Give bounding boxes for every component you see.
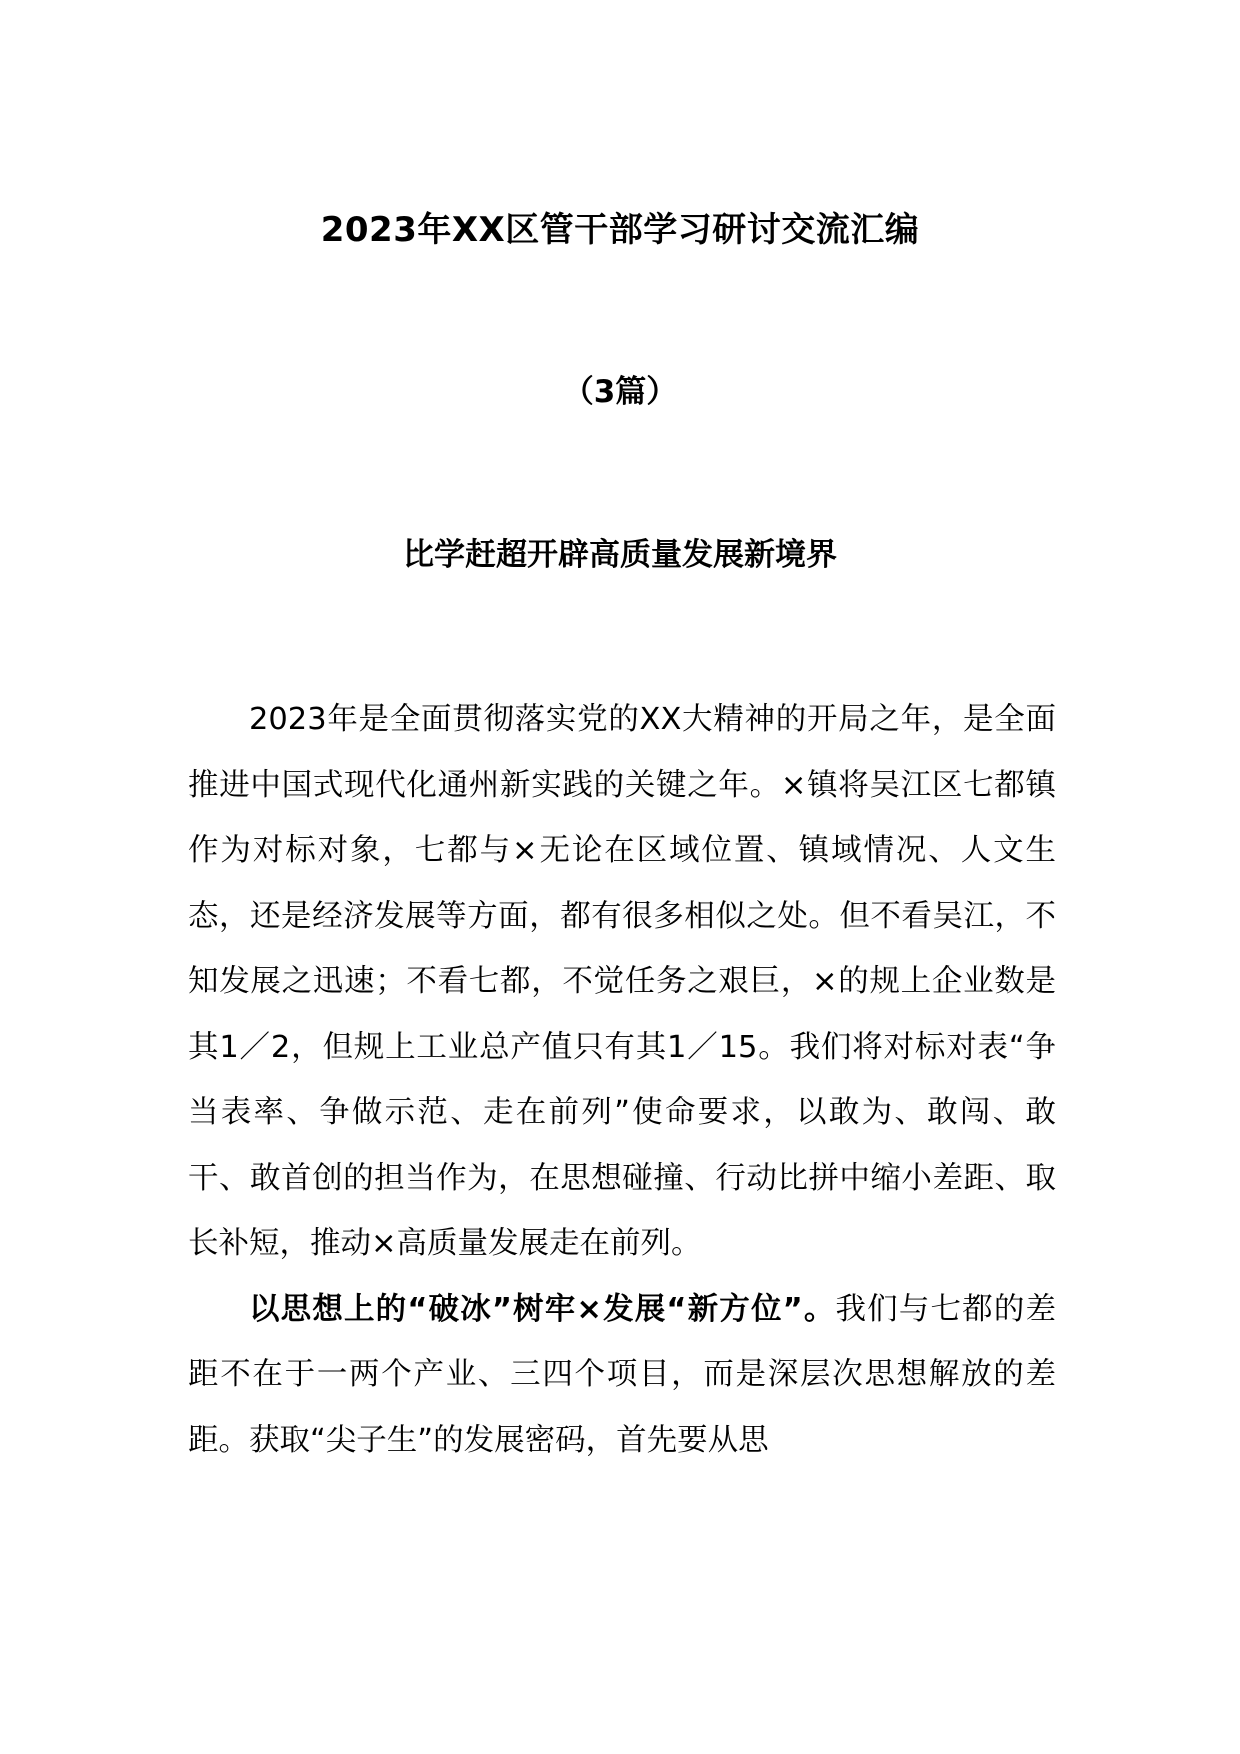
article-body	[188, 687, 1056, 1473]
paragraph-2	[188, 1277, 1056, 1474]
article-title: 比学赶超开辟高质量发展新境界	[403, 537, 837, 573]
paragraph-1-text: 2023年是全面贯彻落实党的XX大精神的开局之年，是全面推进中国式现代化通州新实践的关键之年。×镇将吴江区七都镇作为对标对象，七都与×无论在区域位置、镇域情况、人文生态，还是经济发展等方面，都有很多相似之处。但不看吴江，不知发展之迅速；不看七都，不觉任务之艰巨，×的规上企业数是其1／2，但规上工业总产值只有其1／15。我们将对标对表“争当表率、争做示范、走在前列”使命要求，以敢为、敢闯、敢干、敢首创的担当作为，在思想碰撞、行动比拼中缩小差距、取长补短，推动×高质量发展走在前列。	[188, 702, 1056, 1261]
document-title: 2023年XX区管干部学习研讨交流汇编	[320, 210, 920, 250]
paragraph-2-text: 我们与七都的差距不在于一两个产业、三四个项目，而是深层次思想解放的差距。获取“尖子生”的发展密码，首先要从思	[188, 1291, 1056, 1458]
paragraph-2-lead: 以思想上的“破冰”树牢×发展“新方位”。	[249, 1291, 836, 1327]
document-subtitle: （3篇）	[562, 374, 678, 410]
paragraph-1	[188, 687, 1056, 1277]
